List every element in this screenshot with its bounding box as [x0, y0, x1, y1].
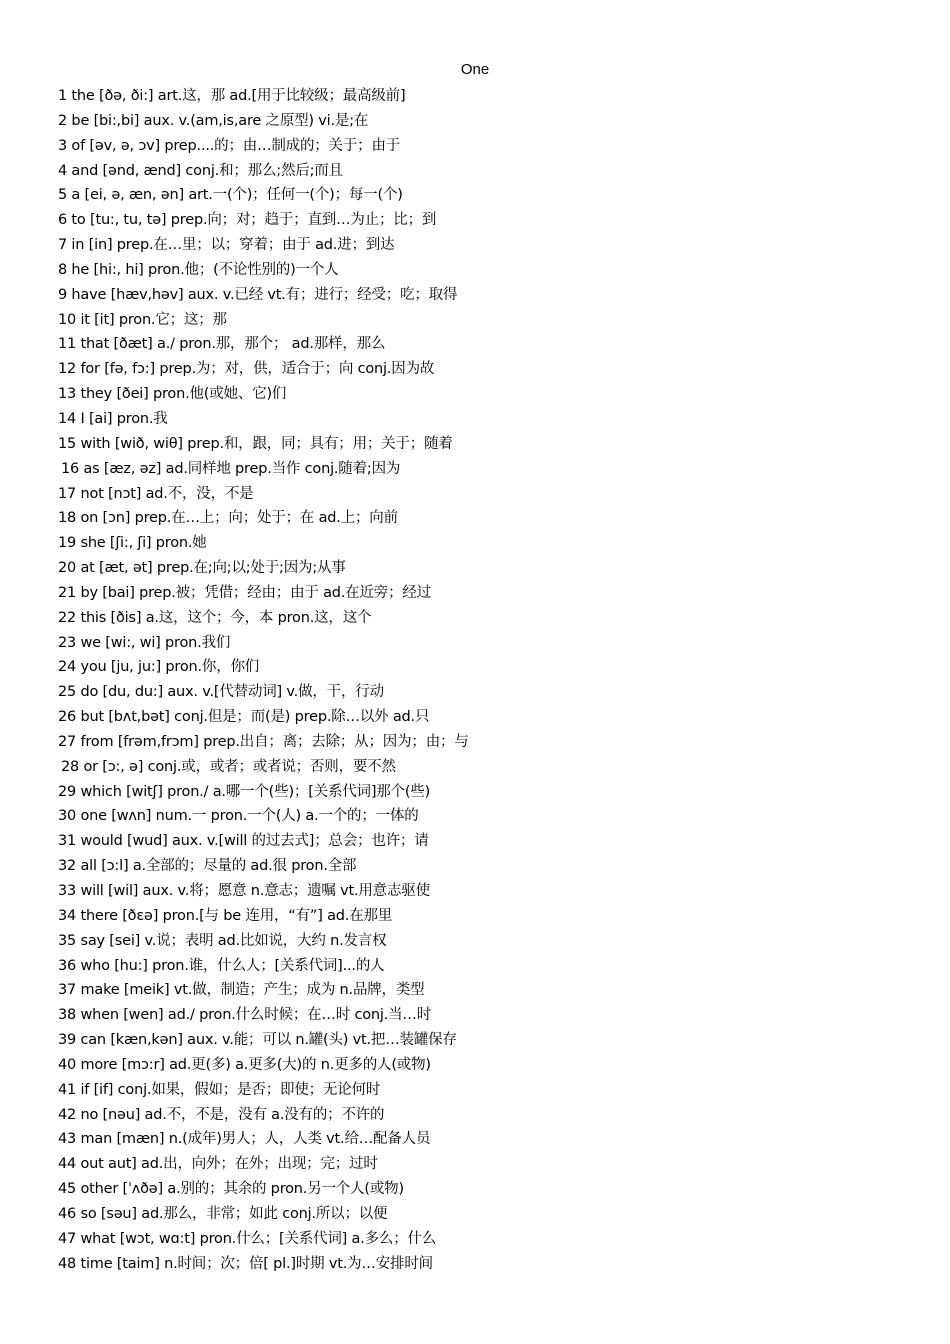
vocabulary-entry: 17 not [nɔt] ad.不，没，不是: [58, 485, 254, 502]
vocabulary-list: [58, 84, 938, 1277]
vocabulary-entry: 11 that [ðæt] a./ pron.那，那个； ad.那样，那么: [58, 336, 386, 353]
vocabulary-entry: 46 so [səu] ad.那么，非常；如此 conj.所以；以便: [58, 1205, 388, 1222]
vocabulary-entry: 14 I [ai] pron.我: [58, 410, 168, 427]
vocabulary-entry: 42 no [nəu] ad.不，不是，没有 a.没有的；不许的: [58, 1106, 385, 1123]
vocabulary-entry: 38 when [wen] ad./ pron.什么时候；在…时 conj.当…时: [58, 1007, 432, 1024]
vocabulary-entry: 26 but [bʌt,bət] conj.但是；而(是) prep.除…以外 ad.只: [58, 709, 430, 726]
vocabulary-entry: 1 the [ðə, ði:] art.这，那 ad.[用于比较级；最高级前]: [58, 88, 406, 104]
vocabulary-entry: 10 it [it] pron.它；这；那: [58, 311, 227, 328]
vocabulary-entry: 9 have [hæv,həv] aux. v.已经 vt.有；进行；经受；吃；取得: [58, 286, 458, 303]
vocabulary-entry: 6 to [tu:, tu, tə] prep.向；对；趋于；直到…为止；比；到: [58, 212, 437, 229]
vocabulary-entry: 33 will [wil] aux. v.将；愿意 n.意志；遗嘱 vt.用意志驱使: [58, 883, 430, 899]
vocabulary-entry: 16 as [æz, əz] ad.同样地 prep.当作 conj.随着;因为: [61, 460, 401, 477]
vocabulary-entry: 37 make [meik] vt.做，制造；产生；成为 n.品牌，类型: [58, 982, 425, 999]
page-title: One: [460, 61, 490, 78]
vocabulary-entry: 5 a [ei, ə, æn, ən] art.一(个)；任何一(个)；每一(个): [58, 187, 403, 204]
vocabulary-entry: 31 would [wud] aux. v.[will 的过去式]；总会；也许；请: [58, 833, 429, 850]
vocabulary-entry: 30 one [wʌn] num.一 pron.一个(人) a.一个的；一体的: [58, 808, 419, 825]
vocabulary-entry: 19 she [ʃi:, ʃi] pron.她: [58, 535, 207, 552]
vocabulary-entry: 4 and [ənd, ænd] conj.和；那么;然后;而且: [58, 162, 343, 179]
vocabulary-entry: 40 more [mɔ:r] ad.更(多) a.更多(大)的 n.更多的人(或物): [58, 1056, 431, 1073]
vocabulary-entry: 15 with [wið, wiθ] prep.和，跟，同；具有；用；关于；随着: [58, 435, 453, 452]
vocabulary-entry: 20 at [æt, ət] prep.在;向;以;处于;因为;从事: [58, 560, 346, 577]
vocabulary-entry: 43 man [mæn] n.(成年)男人；人，人类 vt.给…配备人员: [58, 1131, 431, 1148]
vocabulary-entry: 23 we [wi:, wi] pron.我们: [58, 634, 231, 651]
vocabulary-entry: 8 he [hi:, hi] pron.他；(不论性别的)一个人: [58, 261, 339, 278]
vocabulary-entry: 39 can [kæn,kən] aux. v.能；可以 n.罐(头) vt.把…装罐保存: [58, 1032, 457, 1049]
vocabulary-entry: 2 be [bi:,bi] aux. v.(am,is,are 之原型) vi.是;在: [58, 112, 369, 129]
vocabulary-entry: 44 out aut] ad.出，向外；在外；出现；完；过时: [58, 1156, 378, 1173]
vocabulary-entry: 13 they [ðei] pron.他(或她、它)们: [58, 386, 287, 403]
vocabulary-entry: 48 time [taim] n.时间；次；倍[ pl.]时期 vt.为…安排时间: [58, 1255, 433, 1272]
vocabulary-entry: 34 there [ðɛə] pron.[与 be 连用，“有”] ad.在那里: [58, 907, 393, 924]
vocabulary-entry: 24 you [ju, ju:] pron.你，你们: [58, 659, 260, 676]
vocabulary-entry: 7 in [in] prep.在…里；以；穿着；由于 ad.进；到达: [58, 237, 395, 254]
vocabulary-entry: 27 from [frəm,frɔm] prep.出自；离；去除；从；因为；由；与: [58, 733, 469, 750]
vocabulary-entry: 32 all [ɔ:l] a.全部的；尽量的 ad.很 pron.全部: [58, 858, 357, 875]
vocabulary-entry: 41 if [if] conj.如果，假如；是否；即使；无论何时: [58, 1081, 381, 1098]
vocabulary-entry: 47 what [wɔt, wɑ:t] pron.什么；[关系代词] a.多么；什么: [58, 1230, 437, 1247]
vocabulary-entry: 3 of [əv, ə, ɔv] prep....的；由…制成的；关于；由于: [58, 137, 401, 154]
vocabulary-entry: 29 which [witʃ] pron./ a.哪一个(些)；[关系代词]那个(些): [58, 783, 431, 800]
vocabulary-entry: 18 on [ɔn] prep.在…上；向；处于；在 ad.上；向前: [58, 510, 398, 527]
vocabulary-entry: 22 this [ðis] a.这，这个；今，本 pron.这，这个: [58, 609, 372, 626]
vocabulary-entry: 25 do [du, du:] aux. v.[代替动词] v.做，干，行动: [58, 684, 384, 701]
vocabulary-entry: 35 say [sei] v.说；表明 ad.比如说，大约 n.发言权: [58, 932, 387, 949]
vocabulary-entry: 12 for [fə, fɔ:] prep.为；对，供，适合于；向 conj.因为故: [58, 361, 435, 378]
vocabulary-entry: 21 by [bai] prep.被；凭借；经由；由于 ad.在近旁；经过: [58, 584, 431, 601]
vocabulary-entry: 45 other [ˈʌðə] a.别的；其余的 pron.另一个人(或物): [58, 1181, 404, 1198]
vocabulary-entry: 36 who [hu:] pron.谁，什么人；[关系代词]...的人: [58, 957, 385, 974]
vocabulary-entry: 28 or [ɔ:, ə] conj.或，或者；或者说；否则，要不然: [61, 758, 396, 775]
